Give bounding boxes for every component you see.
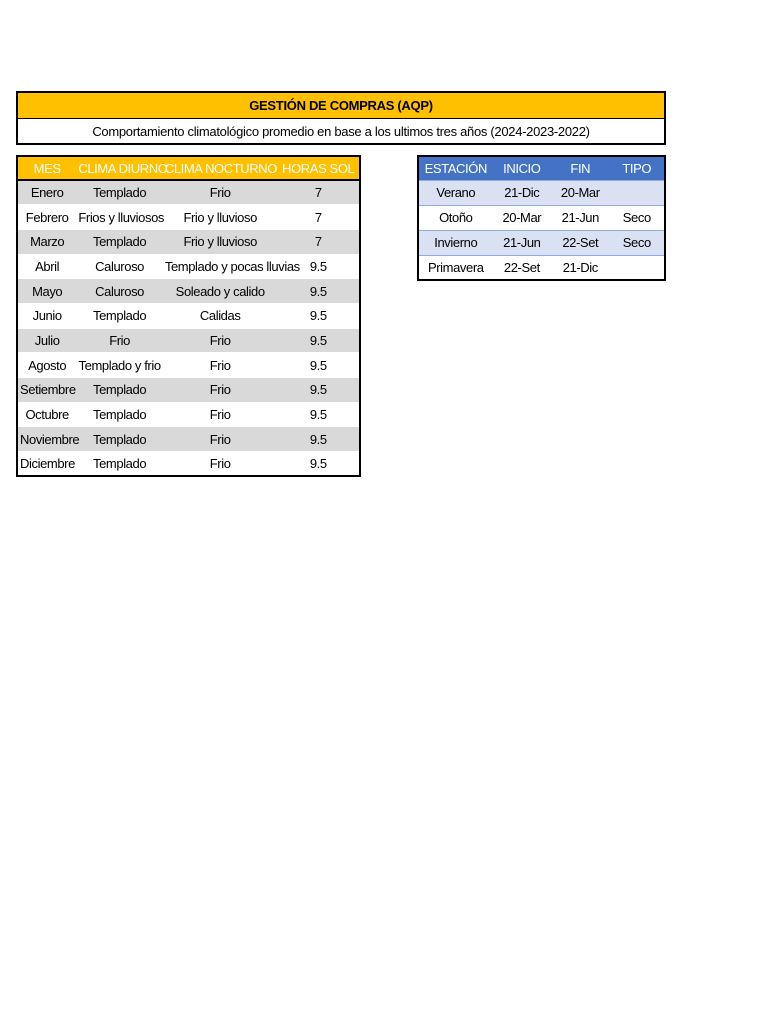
table-row — [17, 229, 360, 254]
cell-clima-diurno: Templado — [93, 456, 147, 472]
cell-clima-diurno: Templado — [93, 185, 147, 201]
table-row — [17, 427, 360, 452]
cell-tipo: Seco — [622, 235, 651, 250]
cell-estacion: Otoño — [439, 210, 473, 225]
cell-inicio: 21-Jun — [503, 235, 541, 250]
seasons-header-row — [418, 156, 665, 180]
table-row — [418, 255, 665, 280]
header-estacion: ESTACIÓN — [424, 160, 487, 176]
cell-clima-diurno: Templado — [93, 407, 147, 423]
cell-horas-sol: 9.5 — [309, 456, 327, 472]
cell-clima-diurno: Templado — [93, 431, 147, 447]
cell-horas-sol: 7 — [314, 185, 322, 201]
header-tipo: TIPO — [622, 160, 652, 176]
document-title: GESTIÓN DE COMPRAS (AQP) — [18, 93, 664, 119]
cell-tipo — [610, 255, 665, 280]
cell-mes: Setiembre — [20, 382, 76, 398]
seasons-table — [417, 155, 666, 281]
cell-clima-diurno: Templado y frio — [78, 357, 161, 373]
cell-estacion: Invierno — [434, 235, 478, 250]
cell-inicio: 21-Dic — [504, 185, 540, 200]
cell-estacion: Primavera — [427, 259, 484, 275]
cell-inicio: 20-Mar — [502, 210, 542, 225]
cell-clima-diurno: Templado — [93, 308, 147, 324]
cell-mes: Agosto — [28, 357, 67, 373]
table-row — [17, 328, 360, 353]
cell-clima-diurno: Templado — [93, 234, 147, 250]
table-row — [418, 230, 665, 255]
cell-clima-nocturno: Frio — [209, 357, 231, 373]
cell-mes: Junio — [32, 308, 62, 324]
cell-mes: Marzo — [30, 234, 65, 250]
header-mes: MES — [17, 156, 76, 180]
table-row — [17, 402, 360, 427]
table-row — [17, 378, 360, 403]
cell-clima-nocturno: Frio y lluvioso — [183, 209, 257, 225]
cell-mes: Enero — [30, 185, 64, 201]
cell-clima-nocturno: Frio — [209, 382, 231, 398]
cell-clima-nocturno: Soleado y calido — [175, 283, 265, 299]
cell-horas-sol: 9.5 — [309, 283, 327, 299]
table-row — [17, 303, 360, 328]
cell-fin: 21-Jun — [561, 210, 599, 225]
cell-horas-sol: 9.5 — [309, 407, 327, 423]
cell-clima-diurno: Frios y lluviosos — [78, 209, 165, 225]
table-row — [418, 205, 665, 230]
cell-mes: Mayo — [32, 283, 63, 299]
cell-clima-nocturno: Frio — [209, 332, 231, 348]
cell-tipo: Seco — [622, 210, 651, 225]
header-horas-sol: HORAS SOL — [278, 156, 361, 180]
cell-horas-sol: 7 — [314, 209, 322, 225]
cell-inicio: 22-Set — [503, 259, 540, 275]
header-fin: FIN — [570, 160, 591, 176]
cell-horas-sol: 7 — [314, 234, 322, 250]
cell-fin: 20-Mar — [560, 185, 600, 200]
cell-mes: Julio — [34, 332, 60, 348]
cell-mes: Diciembre — [20, 456, 75, 472]
climate-table — [16, 155, 361, 477]
cell-clima-nocturno: Frio — [209, 185, 231, 201]
table-row — [418, 180, 665, 205]
table-row — [17, 279, 360, 304]
cell-clima-nocturno: Frio — [209, 407, 231, 423]
cell-clima-diurno: Caluroso — [95, 283, 144, 299]
cell-clima-nocturno: Frio — [209, 456, 231, 472]
table-row — [17, 254, 360, 279]
header-clima-diurno: CLIMA DIURNO — [76, 156, 163, 180]
cell-mes: Abril — [35, 258, 60, 274]
cell-horas-sol: 9.5 — [309, 258, 327, 274]
cell-fin: 21-Dic — [562, 259, 598, 275]
cell-mes: Febrero — [25, 209, 69, 225]
cell-clima-nocturno: Calidas — [199, 308, 241, 324]
title-block — [16, 91, 666, 145]
table-row — [17, 180, 360, 205]
cell-clima-diurno: Templado — [93, 382, 147, 398]
climate-header-row — [17, 156, 360, 180]
cell-mes: Noviembre — [20, 431, 80, 447]
cell-horas-sol: 9.5 — [309, 431, 327, 447]
cell-clima-diurno: Caluroso — [95, 258, 144, 274]
cell-mes: Octubre — [25, 407, 69, 423]
cell-clima-nocturno: Frio — [209, 431, 231, 447]
cell-horas-sol: 9.5 — [309, 308, 327, 324]
table-row — [17, 452, 360, 477]
cell-clima-diurno: Frio — [109, 332, 130, 348]
cell-tipo — [610, 180, 665, 205]
header-clima-nocturno: CLIMA NOCTURNO — [163, 156, 278, 180]
cell-horas-sol: 9.5 — [309, 382, 327, 398]
cell-clima-nocturno: Frio y lluvioso — [183, 234, 257, 250]
cell-estacion: Verano — [436, 185, 476, 200]
cell-clima-nocturno: Templado y pocas lluvias — [164, 258, 300, 274]
cell-horas-sol: 9.5 — [309, 332, 327, 348]
table-row — [17, 353, 360, 378]
header-inicio: INICIO — [503, 160, 541, 176]
document-subtitle: Comportamiento climatológico promedio en base a los ultimos tres años (2024-2023-2022) — [18, 119, 664, 143]
cell-horas-sol: 9.5 — [309, 357, 327, 373]
table-row — [17, 205, 360, 230]
cell-fin: 22-Set — [562, 235, 599, 250]
